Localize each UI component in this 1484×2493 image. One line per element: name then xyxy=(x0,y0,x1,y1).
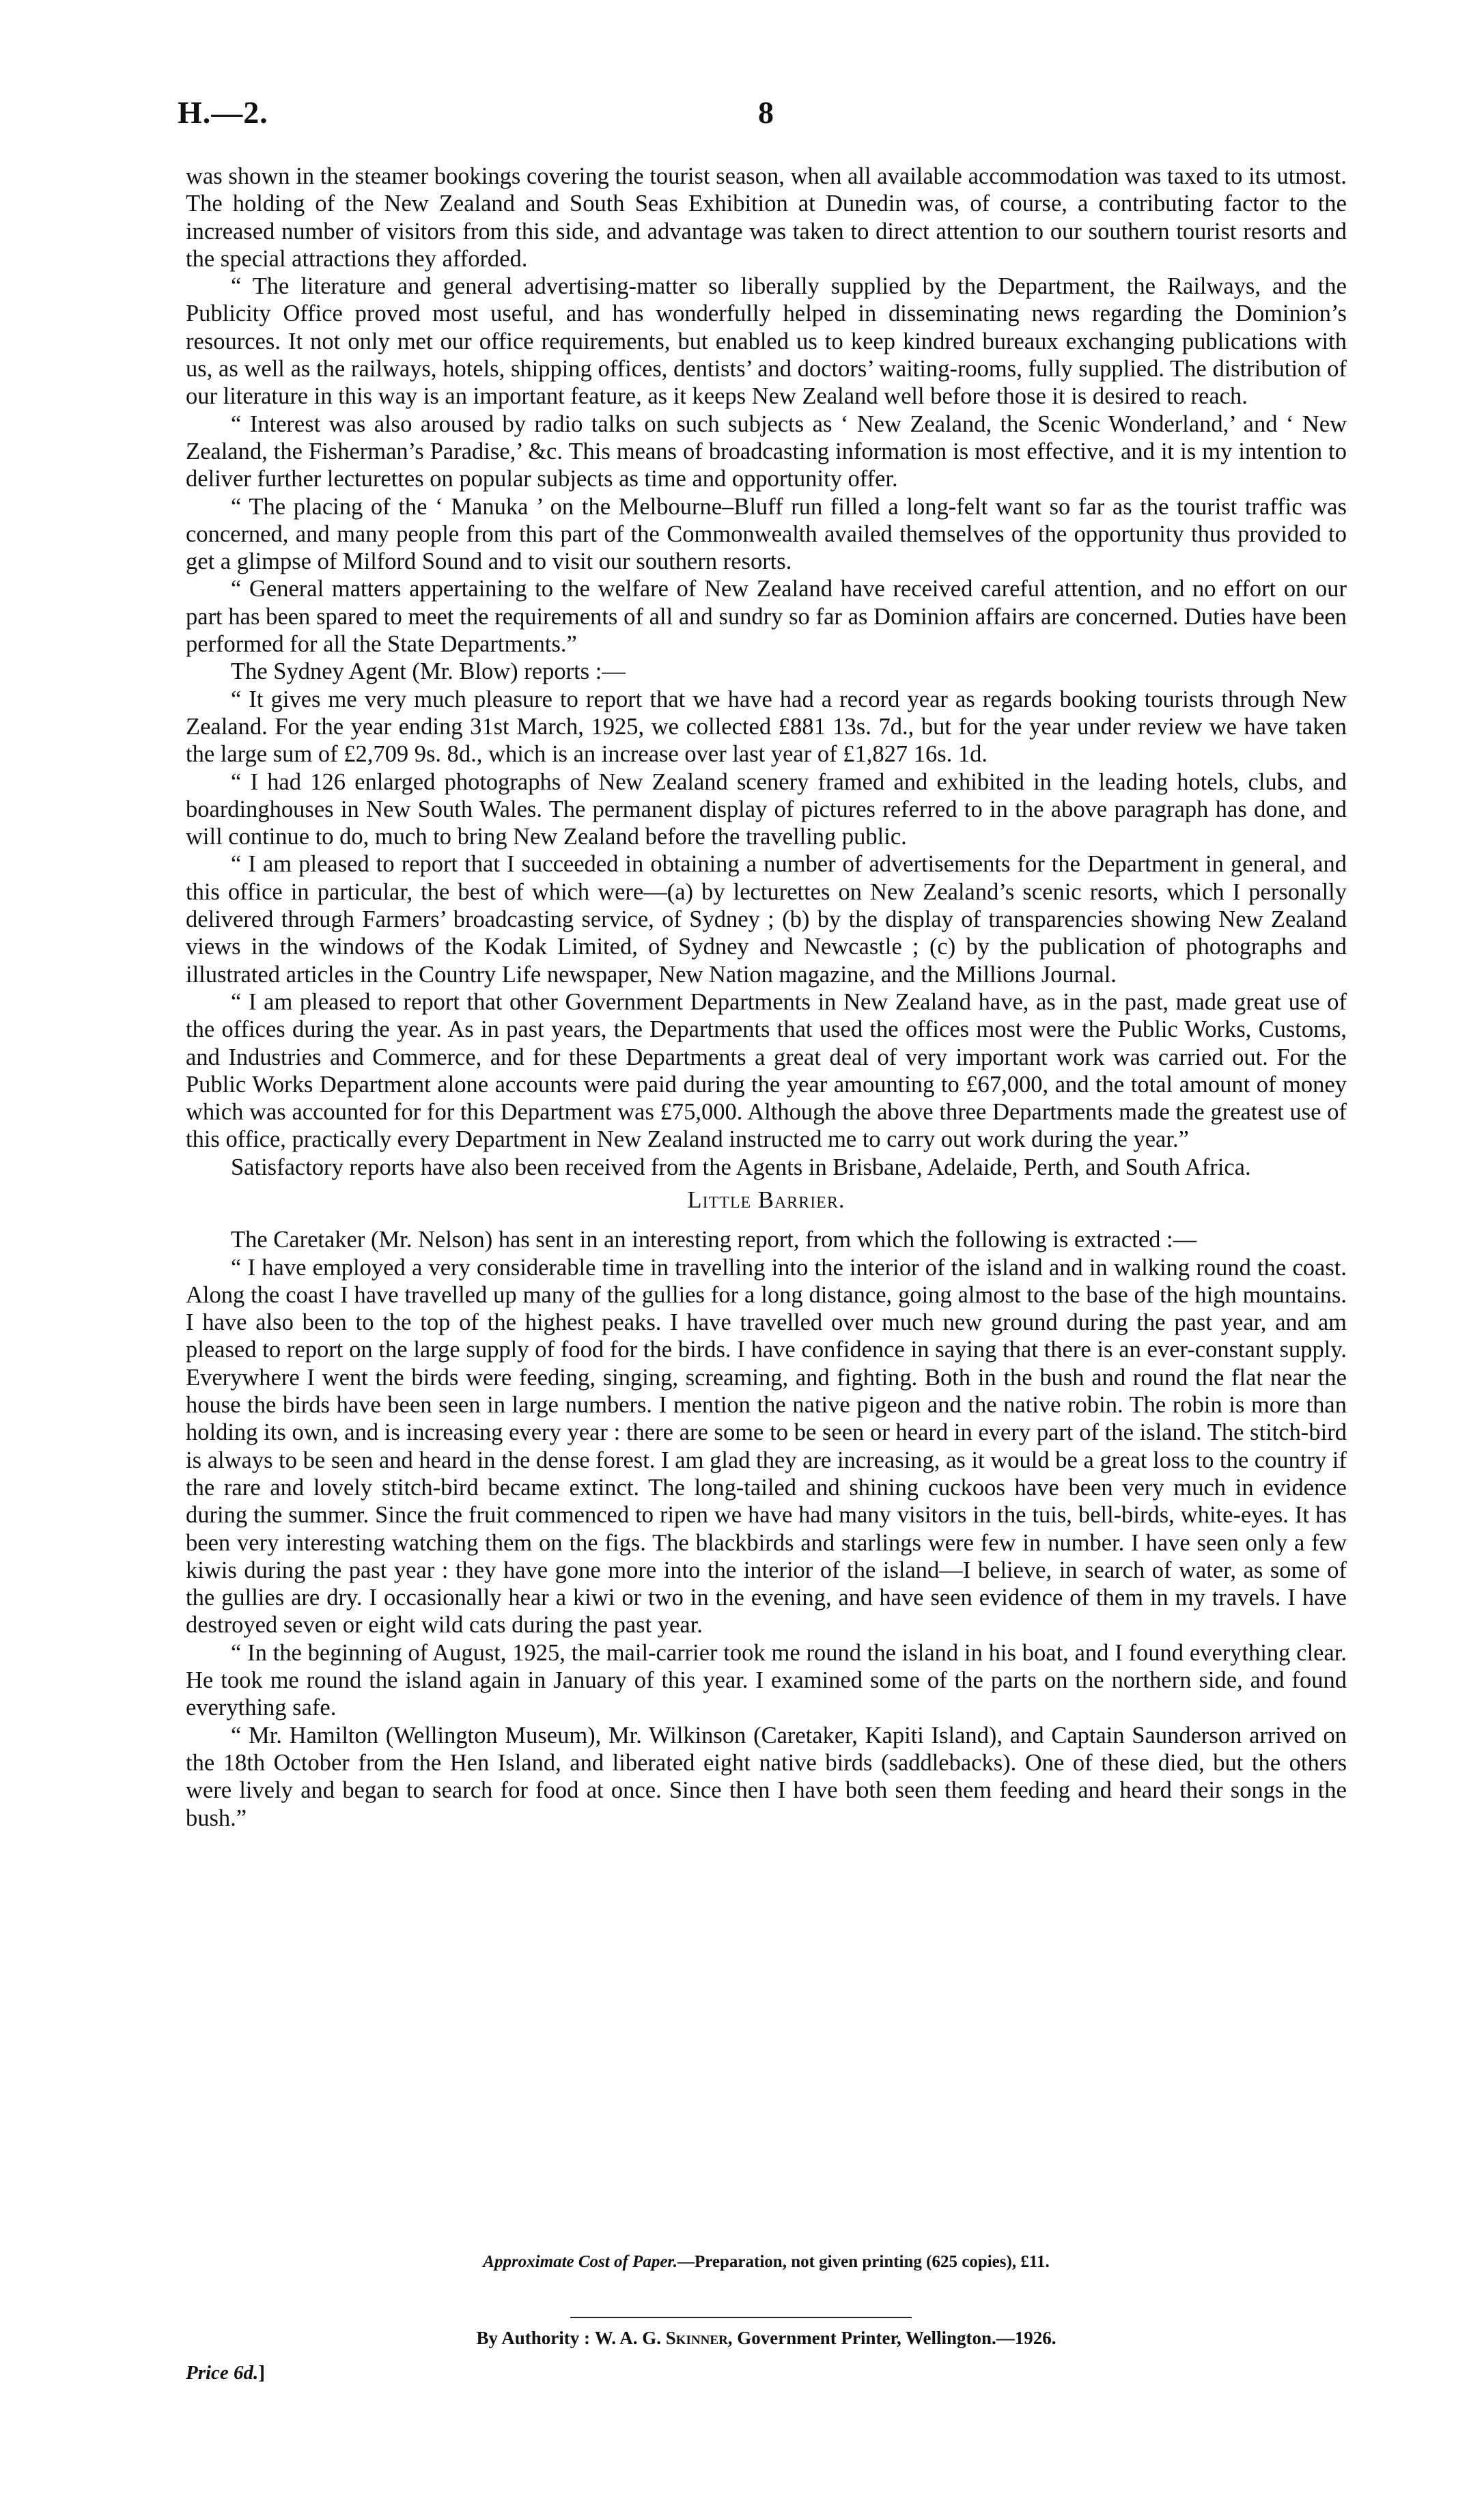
paragraph: The Sydney Agent (Mr. Blow) reports :— xyxy=(231,658,626,685)
paragraph: “ I am pleased to report that other Government Departments in New Zealand have, as in the past, made great use of the offices during the year. As in past years, the Departments that used the offices most were the Public Works, Customs, and Industries and Commerce, and for these Departments a great deal of very important work was carried out. For the Public Works Department alone accounts were paid during the year amounting to £67,000, and the total amount of money which was accounted for for this Department was £75,000. Although the above three Departments made the greatest use of this office, practically every Department in New Zealand instructed me to carry out work during the year.” xyxy=(186,988,1347,1153)
price-note xyxy=(186,2362,265,2384)
cost-of-paper-note xyxy=(186,2253,1347,2272)
paragraph: “ The literature and general advertising-matter so liberally supplied by the Department, the Railways, and the Publicity Office proved most useful, and has wonderfully helped in disseminating news regarding the Dominion’s resources. It not only met our office requirements, but enabled us to keep kindred bureaux exchanging publications with us, as well as the railways, hotels, shipping offices, dentists’ and doctors’ waiting-rooms, fully supplied. The distribution of our literature in this way is an important feature, as it keeps New Zealand well before those it is desired to reach. xyxy=(186,273,1347,410)
paragraph: “ General matters appertaining to the welfare of New Zealand have received careful attention, and no effort on our part has been spared to meet the requirements of all and sundry so far as Dominion affairs are concerned. Duties have been performed for all the State Departments.” xyxy=(186,576,1347,658)
paragraph: Satisfactory reports have also been received from the Agents in Brisbane, Adelaide, Perth, and South Africa. xyxy=(231,1154,1251,1180)
footer-divider xyxy=(570,2317,912,2318)
price-label: Price 6d. xyxy=(186,2362,259,2384)
paragraph: “ I am pleased to report that I succeeded in obtaining a number of advertisements for the Department in general, and this office in particular, the best of which were—(a) by lecturettes on New Zealand’s scenic resorts, which I personally delivered through Farmers’ broadcasting service, of Sydney ; (b) by the display of transparencies showing New Zealand views in the windows of the Kodak Limited, of Sydney and Newcastle ; (c) by the publication of photographs and illustrated articles in the Country Life newspaper, New Nation magazine, and the Millions Journal. xyxy=(186,851,1347,988)
body-text xyxy=(186,163,1347,1832)
paragraph: “ I have employed a very considerable time in travelling into the interior of the island and in walking round the coast. Along the coast I have travelled up many of the gullies for a long distance, going almost to the base of the high mountains. I have also been to the top of the highest peaks. I have travelled over much new ground during the past year, and am pleased to report on the large supply of food for the birds. I have confidence in saying that there is an ever-constant supply. Everywhere I went the birds were feeding, singing, screaming, and fighting. Both in the bush and round the flat near the house the birds have been seen in large numbers. I mention the native pigeon and the native robin. The robin is more than holding its own, and is increasing every year : there are some to be seen or heard in every part of the island. The stitch-bird is always to be seen and heard in the dense forest. I am glad they are increasing, as it would be a great loss to the country if the rare and lovely stitch-bird became extinct. The long-tailed and shining cuckoos have been very much in evidence during the summer. Since the fruit commenced to ripen we have had many visitors in the tuis, bell-birds, white-eyes. It has been very interesting watching them on the figs. The blackbirds and starlings were few in number. I have seen only a few kiwis during the past year : they have gone more into the interior of the island—I believe, in search of water, as some of the gullies are dry. I occasionally hear a kiwi or two in the evening, and have seen evidence of them in my travels. I have destroyed seven or eight wild cats during the past year. xyxy=(186,1254,1347,1639)
price-bracket: ] xyxy=(258,2362,265,2384)
report-code: H.—2. xyxy=(178,95,268,130)
paragraph: The Caretaker (Mr. Nelson) has sent in an interesting report, from which the following is extracted :— xyxy=(231,1227,1197,1253)
paragraph: was shown in the steamer bookings covering the tourist season, when all available accommodation was taxed to its utmost. The holding of the New Zealand and South Seas Exhibition at Dunedin was, of course, a contributing factor to the increased number of visitors from this side, and advantage was taken to direct attention to our southern tourist resorts and the special attractions they afforded. xyxy=(186,163,1347,272)
paragraph: “ Mr. Hamilton (Wellington Museum), Mr. Wilkinson (Caretaker, Kapiti Island), and Captain Saunderson arrived on the 18th October from the Hen Island, and liberated eight native birds (saddlebacks). One of these died, but the others were lively and began to search for food at once. Since then I have both seen them feeding and heard their songs in the bush.” xyxy=(186,1722,1347,1831)
cost-label: Approximate Cost of Paper. xyxy=(483,2253,678,2271)
cost-text: —Preparation, not given printing (625 copies), £11. xyxy=(677,2253,1050,2271)
authority-suffix: Government Printer, Wellington.—1926. xyxy=(737,2328,1056,2348)
authority-line xyxy=(186,2328,1347,2349)
paragraph: “ The placing of the ‘ Manuka ’ on the Melbourne–Bluff run filled a long-felt want so far as the tourist traffic was concerned, and many people from this part of the Commonwealth availed themselves of the opportunity thus provided to get a glimpse of Milford Sound and to visit our southern resorts. xyxy=(186,493,1347,575)
printer-name: W. A. G. Skinner, xyxy=(594,2328,733,2348)
paragraph: “ In the beginning of August, 1925, the mail-carrier took me round the island in his boat, and I found everything clear. He took me round the island again in January of this year. I examined some of the parts on the northern side, and found everything safe. xyxy=(186,1639,1347,1721)
paragraph: “ I had 126 enlarged photographs of New Zealand scenery framed and exhibited in the leading hotels, clubs, and boardinghouses in New South Wales. The permanent display of pictures referred to in the above paragraph has done, and will continue to do, much to bring New Zealand before the travelling public. xyxy=(186,768,1347,850)
section-heading: Little Barrier. xyxy=(687,1186,845,1213)
paragraph: “ It gives me very much pleasure to report that we have had a record year as regards booking tourists through New Zealand. For the year ending 31st March, 1925, we collected £881 13s. 7d., but for the year under review we have taken the large sum of £2,709 9s. 8d., which is an increase over last year of £1,827 16s. 1d. xyxy=(186,686,1347,768)
paragraph: “ Interest was also aroused by radio talks on such subjects as ‘ New Zealand, the Scenic Wonderland,’ and ‘ New Zealand, the Fisherman’s Paradise,’ &c. This means of broadcasting information is most effective, and it is my intention to deliver further lecturettes on popular subjects as time and opportunity offer. xyxy=(186,410,1347,492)
authority-prefix: By Authority : xyxy=(476,2328,590,2348)
page-number: 8 xyxy=(758,95,774,130)
